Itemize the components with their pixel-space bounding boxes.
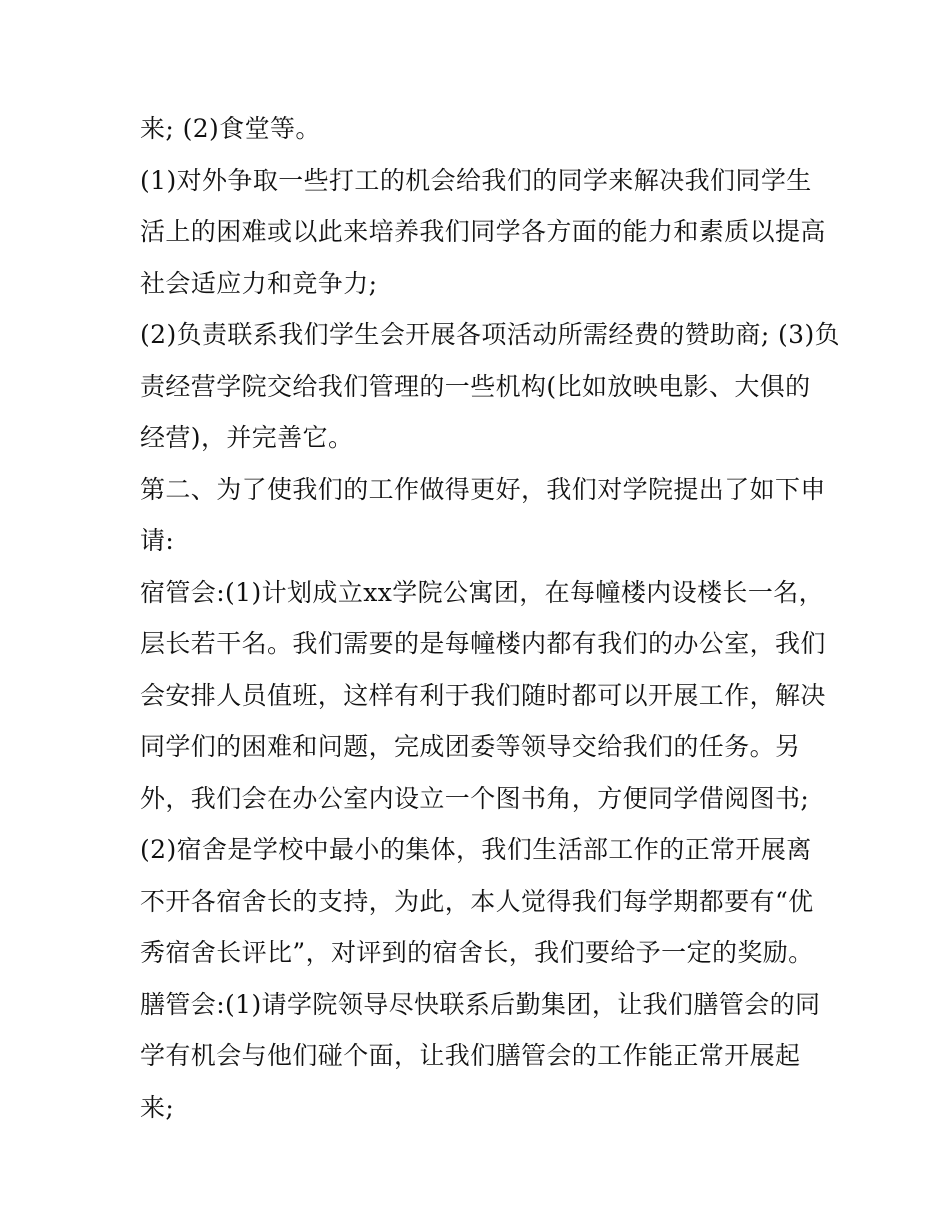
text-line: 第二、为了使我们的工作做得更好，我们对学院提出了如下申 <box>140 474 826 504</box>
text-line: 不开各宿舍长的支持，为此，本人觉得我们每学期都要有“优 <box>140 886 814 916</box>
text-line: (2)负责联系我们学生会开展各项活动所需经费的赞助商; (3)负 <box>140 320 840 349</box>
text-line: 学有机会与他们碰个面，让我们膳管会的工作能正常开展起 <box>140 1041 801 1070</box>
text-line: 来; <box>140 1092 175 1122</box>
text-line: 请: <box>140 526 175 555</box>
text-line: (1)对外争取一些打工的机会给我们的同学来解决我们同学生 <box>140 165 812 195</box>
text-line: 外，我们会在办公室内设立一个图书角，方便同学借阅图书; <box>140 783 810 813</box>
text-line: (2)宿舍是学校中最小的集体，我们生活部工作的正常开展离 <box>140 835 812 864</box>
text-line: 社会适应力和竞争力; <box>140 268 378 298</box>
document-body <box>140 109 840 1139</box>
text-line: 来; (2)食堂等。 <box>140 114 321 143</box>
text-line: 层长若干名。我们需要的是每幢楼内都有我们的办公室，我们 <box>140 629 826 658</box>
text-line: 责经营学院交给我们管理的一些机构(比如放映电影、大俱的 <box>140 371 811 401</box>
text-line: 膳管会:(1)请学院领导尽快联系后勤集团，让我们膳管会的同 <box>140 989 821 1019</box>
text-line: 同学们的困难和问题，完成团委等领导交给我们的任务。另 <box>140 732 801 761</box>
text-line: 秀宿舍长评比”，对评到的宿舍长，我们要给予一定的奖励。 <box>140 938 814 967</box>
text-line: 宿管会:(1)计划成立xx学院公寓团，在每幢楼内设楼长一名， <box>140 577 825 607</box>
text-line: 活上的困难或以此来培养我们同学各方面的能力和素质以提高 <box>140 217 826 246</box>
text-line: 经营)，并完善它。 <box>140 423 354 452</box>
text-line: 会安排人员值班，这样有利于我们随时都可以开展工作，解决 <box>140 680 826 710</box>
